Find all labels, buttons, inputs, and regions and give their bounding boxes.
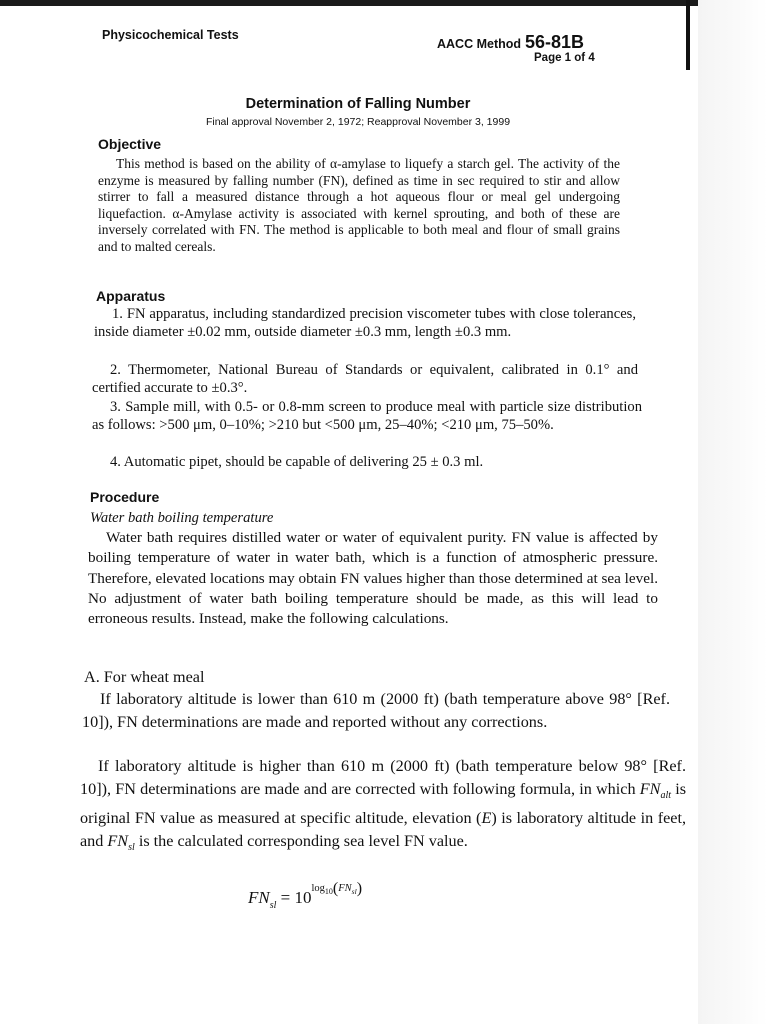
para2-text-d: is the calculated corresponding sea level FN value. [134,832,468,851]
objective-paragraph: This method is based on the ability of α-amylase to liquefy a starch gel. The activity of the enzyme is measured by falling number (FN), defined as time in sec required to stir and allow stirrer to fall a measured distance through a hot aqueous flour or meal gel undergoing liquefaction. α-Amylase activity is associated with kernel sprouting, and both of these are inversely correlated with FN. The method is applicable to both meal and flour of small grains and to malted cereals. [98,156,620,254]
fn-alt-variable: $FN_{alt}$ [639,779,671,801]
para2-text-c: ) is laboratory altitude in feet, and [80,809,686,851]
formula-equals: = 10 [280,888,312,907]
running-header-method [437,32,584,53]
formula-exp-arg-var: FN [338,883,352,894]
document-title: Determination of Falling Number [245,96,471,112]
document-page [80,0,686,1024]
sea-level-formula [248,880,362,911]
para2-text-b: is original FN value as measured at specific altitude, elevation ( [80,779,686,828]
apparatus-item-3: 3. Sample mill, with 0.5- or 0.8-mm screen to produce meal with particle size distribution as follows: >500 μm, 0–10%; >210 but <500 μm, 25–40%; <210 μm, 75–50%. [92,399,642,433]
fn-sl-variable: $FN_{sl}$ [107,832,135,854]
formula-exp-arg-sub: sl [351,887,357,896]
running-header-section: Physicochemical Tests [102,28,239,42]
objective-heading: Objective [98,136,162,152]
scan-page-edge [686,0,690,70]
procedure-heading: Procedure [90,489,160,505]
formula-open-paren: ( [332,880,339,897]
elevation-variable: E [481,809,492,828]
approval-dates: Final approval November 2, 1972; Reapproval November 3, 1999 [205,116,511,128]
para2-text-a: If laboratory altitude is higher than 610 m (2000 ft) (bath temperature below 98° [Ref. 10]), FN determinations are made and are corrected with following formula, in which [80,757,686,798]
method-label: AACC Method [437,37,522,51]
procedure-paragraph: Water bath requires distilled water or water of equivalent purity. FN value is affected by boiling temperature of water in water bath, which is a function of atmospheric pressure. Therefore, elevated locations may obtain FN values higher than those determined at sea level. No adjustment of water bath boiling temperature should be made, as this will lead to erroneous results. Instead, make the following calculations. [88,529,658,628]
formula-exp-log: log [311,883,325,894]
apparatus-heading: Apparatus [96,288,166,304]
wheat-meal-heading: A. For wheat meal [84,668,205,686]
procedure-subheading: Water bath boiling temperature [90,510,274,526]
wheat-meal-paragraph-2 [80,755,686,860]
wheat-meal-paragraph-1: If laboratory altitude is lower than 610 m (2000 ft) (bath temperature above 98° [Ref. 10]), FN determinations are made and reported without any corrections. [82,690,670,731]
formula-exp-log-base: 10 [324,887,333,896]
apparatus-item-4: 4. Automatic pipet, should be capable of delivering 25 ± 0.3 ml. [110,454,484,470]
apparatus-item-2: 2. Thermometer, National Bureau of Standards or equivalent, calibrated in 0.1° and certified accurate to ±0.3°. [92,362,638,396]
formula-lhs-sub: sl [269,900,277,911]
apparatus-item-1: 1. FN apparatus, including standardized precision viscometer tubes with close tolerances, inside diameter ±0.02 mm, outside diameter ±0.3 mm, length ±0.3 mm. [94,306,636,340]
page-number: Page 1 of 4 [534,52,595,64]
formula-close-paren: ) [356,880,363,897]
formula-lhs-var: FN [248,888,270,907]
method-number: 56-81B [525,32,585,52]
scan-right-margin [698,0,768,1024]
